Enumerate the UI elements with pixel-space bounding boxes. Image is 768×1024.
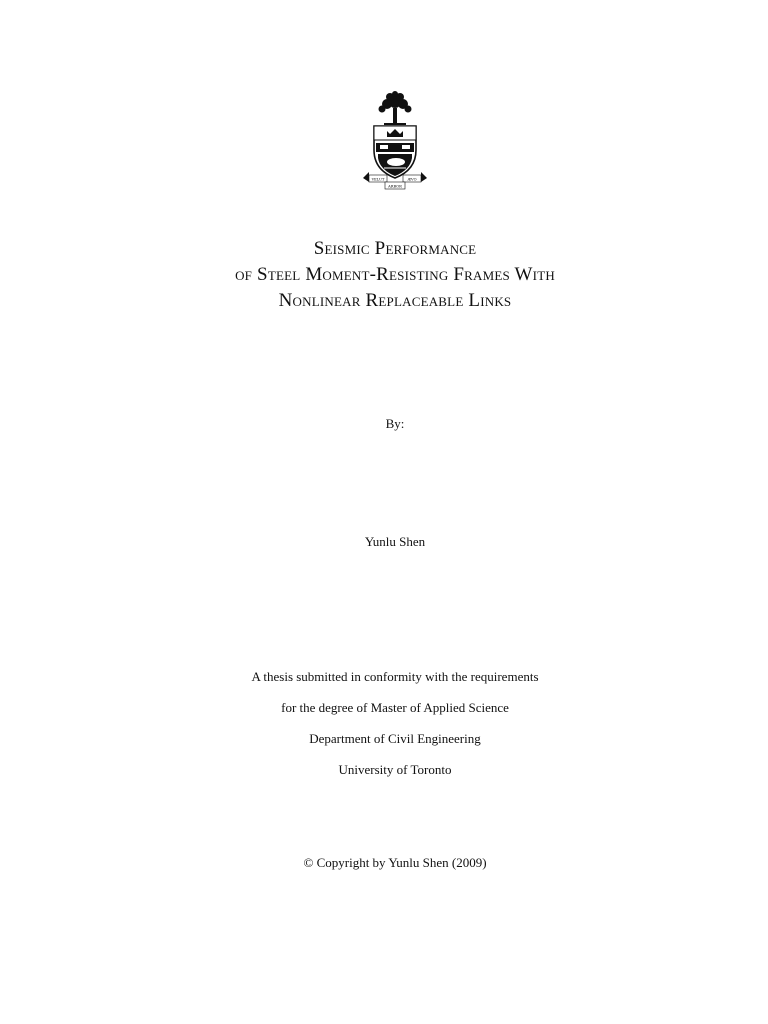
copyright-notice: © Copyright by Yunlu Shen (2009) [303,855,487,870]
motto-bottom: ARBOR [388,184,402,189]
university-crest-logo [360,90,430,192]
thesis-title-line-3: Nonlinear Replaceable Links [278,290,512,311]
motto-left: VELUT [371,177,385,182]
submission-statement-line-2: for the degree of Master of Applied Science [281,700,509,715]
university-name: University of Toronto [338,762,452,777]
thesis-title-line-1: Seismic Performance [313,238,477,259]
shield-icon [374,126,416,178]
motto-right: ÆVO [407,177,417,182]
submission-statement-line-1: A thesis submitted in conformity with the requirements [251,669,539,684]
thesis-title-line-2: of Steel Moment-Resisting Frames With [235,264,555,285]
tree-icon [379,91,412,125]
by-label: By: [385,416,405,431]
author-name: Yunlu Shen [364,534,426,549]
department-name: Department of Civil Engineering [309,731,481,746]
